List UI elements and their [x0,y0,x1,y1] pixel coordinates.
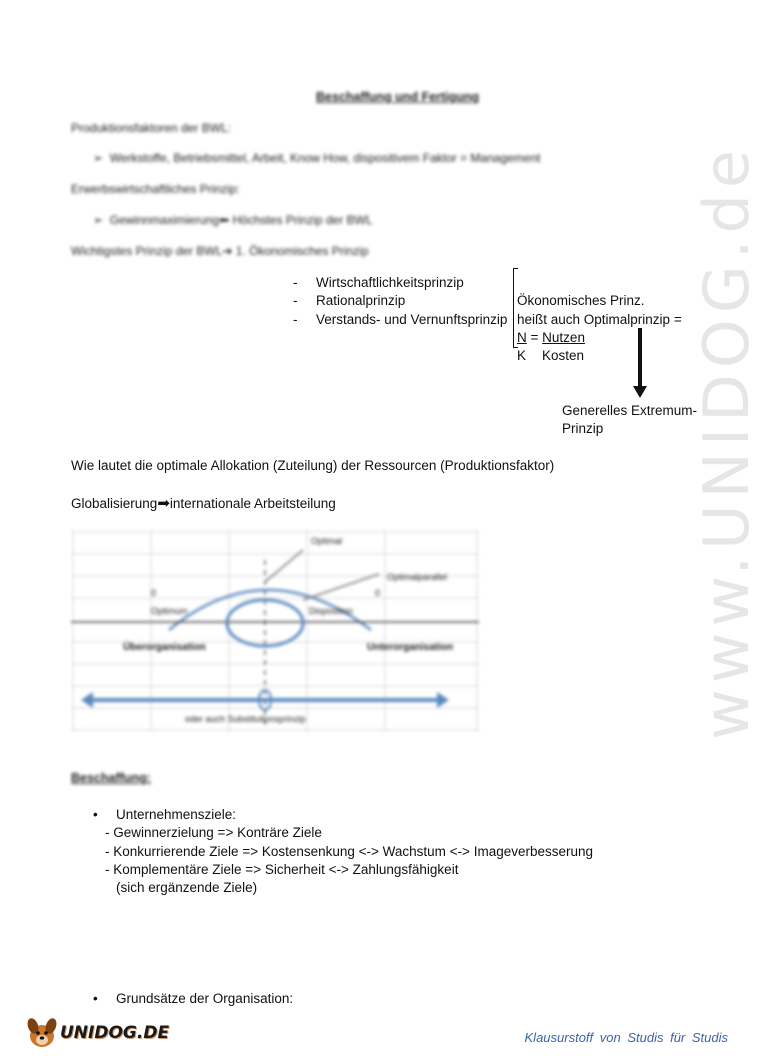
goals-bullet: • Unternehmensziele: [93,807,237,822]
diagram-marker-left: 0 [151,588,157,598]
intro-bullet-1-text: Werkstoffe, Betriebsmittel, Arbeit, Know How, dispositivem Faktor = Management [109,151,541,165]
page-title: Beschaffung und Fertigung [316,90,480,104]
logo-text: UNIDOG.DE [60,1023,170,1043]
principle-item: - Rationalprinzip [293,293,406,308]
intro-bullet-2-text: Gewinnmaximierung⬅ Höchstes Prinzip der BWL [109,213,373,227]
arrow-bullet-icon: ➢ [93,213,104,227]
optimal-principle-label: heißt auch Optimalprinzip = [517,312,682,327]
unidog-logo[interactable] [26,1015,169,1051]
diagram-label-under: Unterorganisation [367,642,454,653]
organisation-bullet: • Grundsätze der Organisation: [93,991,294,1006]
principle-item: - Verstands- und Vernunftsprinzip [293,312,508,327]
intro-line-1: Produktionsfaktoren der BWL: [71,121,232,135]
watermark: www.UNIDOG.de [690,144,763,740]
diagram-label-optimalparallel: Optimalparallel [387,572,448,582]
goals-sub-1: - Gewinnerzielung => Konträre Ziele [105,825,322,840]
diagram-label-optimal: Optimal [311,536,343,546]
diagram-caption: oder auch Substitutionsprinzip [185,714,306,724]
ratio-numerator: N = Nutzen [517,330,585,345]
globalisation-line: Globalisierung➡internationale Arbeitsteilung [71,495,336,512]
intro-bullet-2 [93,213,373,227]
right-arrow-icon: ➡ [157,495,170,512]
goals-sub-2: - Konkurrierende Ziele => Kostensenkung <-> Wachstum <-> Imageverbesserung [105,844,594,859]
goals-sub-3: - Komplementäre Ziele => Sicherheit <-> Zahlungsfähigkeit [105,862,459,877]
dog-icon [26,1016,58,1050]
ratio-denominator: K Kosten [517,348,585,363]
down-arrow-icon [630,328,650,400]
allocation-question: Wie lautet die optimale Allokation (Zuteilung) der Ressourcen (Produktionsfaktor) [71,458,555,473]
optimum-diagram [71,530,479,732]
arrow-bullet-icon: ➢ [93,151,104,165]
extremum-label-2: Prinzip [562,421,604,436]
intro-bullet-1 [93,151,540,165]
footer-tagline: Klausurstoff von Studis für Studis [524,1030,728,1045]
diagram-label-optimum: Optimum [151,606,188,616]
principle-item: - Wirtschaftlichkeitsprinzip [293,275,464,290]
intro-line-3: Wichtigstes Prinzip der BWL➔ 1. Ökonomisches Prinzip [71,244,369,258]
intro-line-2: Erwerbswirtschaftliches Prinzip: [71,182,240,196]
goals-sub-4: (sich ergänzende Ziele) [116,880,258,895]
economic-principle-label: Ökonomisches Prinz. [517,293,645,308]
extremum-label-1: Generelles Extremum- [562,403,698,418]
diagram-marker-right: 0 [375,588,381,598]
procurement-heading: Beschaffung: [71,771,151,785]
diagram-graphic [71,530,479,732]
diagram-label-disposition: Disposition [309,606,354,616]
diagram-label-over: Überorganisation [123,642,206,653]
